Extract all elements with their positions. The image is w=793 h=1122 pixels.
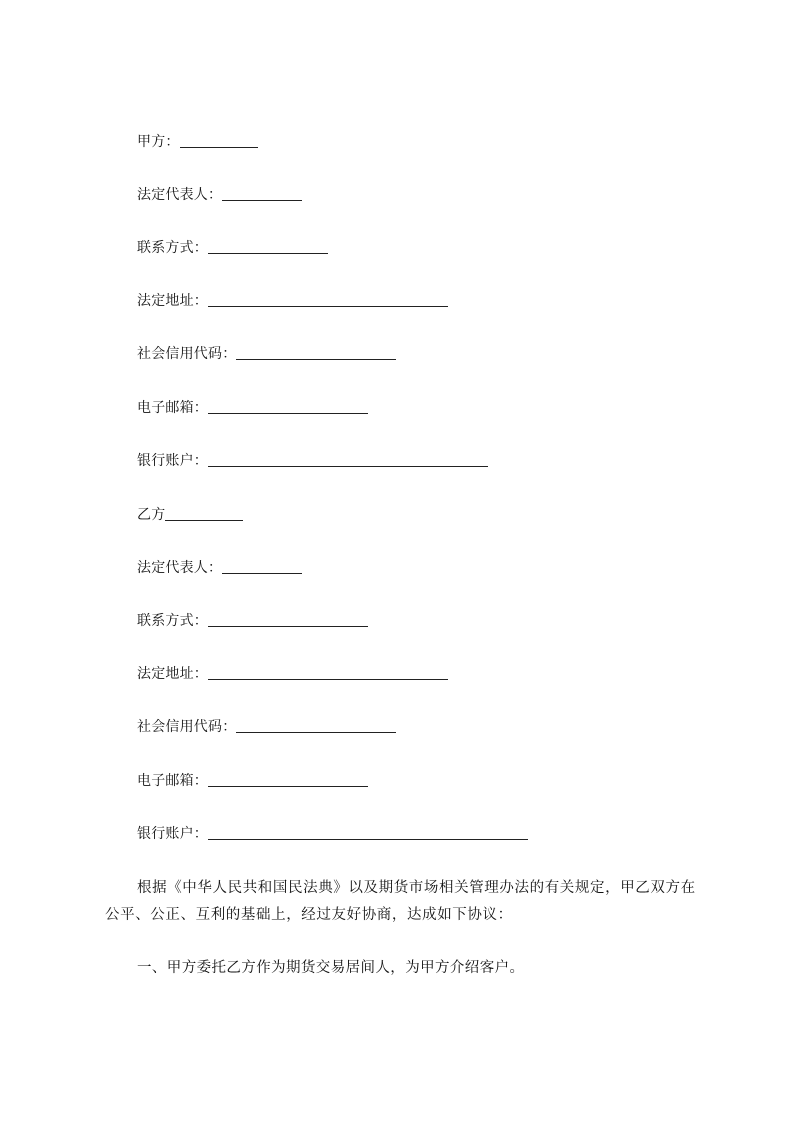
party-a-credit-code-label: 社会信用代码： [137,346,237,362]
party-b-contact-field[interactable] [137,610,368,630]
party-a-name-field[interactable] [137,131,258,151]
party-b-rep-field[interactable] [137,557,302,577]
party-b-name-field[interactable] [137,504,243,524]
party-a-email-blank[interactable] [208,412,368,414]
party-a-rep-label: 法定代表人： [137,187,223,203]
party-b-email-label: 电子邮箱： [137,773,208,789]
party-a-email-field[interactable] [137,397,368,417]
party-b-contact-blank[interactable] [208,625,368,627]
party-a-address-blank[interactable] [208,305,448,307]
party-b-address-field[interactable] [137,663,448,683]
party-a-contact-label: 联系方式： [137,240,208,256]
party-b-name-label: 乙方 [137,507,166,523]
party-b-bank-label: 银行账户： [137,826,208,842]
party-b-address-label: 法定地址： [137,666,208,682]
party-b-email-blank[interactable] [208,785,368,787]
party-a-rep-field[interactable] [137,184,302,204]
party-b-contact-label: 联系方式： [137,613,208,629]
clause-1: 一、甲方委托乙方作为期货交易居间人，为甲方介绍客户。 [137,960,525,976]
intro-paragraph [105,875,705,929]
party-b-credit-code-blank[interactable] [236,731,396,733]
party-a-rep-blank[interactable] [222,199,302,201]
party-a-credit-code-blank[interactable] [236,358,396,360]
intro-paragraph-text: 根据《中华人民共和国民法典》以及期货市场相关管理办法的有关规定，甲乙双方在公平、公正、互利的基础上，经过友好协商，达成如下协议： [105,880,696,923]
party-b-name-blank[interactable] [165,519,243,521]
party-b-bank-blank[interactable] [208,838,528,840]
party-a-bank-blank[interactable] [208,465,488,467]
party-b-rep-label: 法定代表人： [137,560,223,576]
party-a-name-blank[interactable] [180,146,258,148]
party-a-contact-blank[interactable] [208,252,328,254]
party-b-credit-code-label: 社会信用代码： [137,719,237,735]
party-a-credit-code-field[interactable] [137,343,396,363]
party-b-address-blank[interactable] [208,678,448,680]
party-a-bank-field[interactable] [137,450,488,470]
party-a-address-label: 法定地址： [137,293,208,309]
party-b-bank-field[interactable] [137,823,528,843]
party-a-bank-label: 银行账户： [137,453,208,469]
party-b-rep-blank[interactable] [222,572,302,574]
party-b-credit-code-field[interactable] [137,716,396,736]
party-a-name-label: 甲方： [137,134,180,150]
party-a-email-label: 电子邮箱： [137,400,208,416]
party-a-contact-field[interactable] [137,237,328,257]
party-a-address-field[interactable] [137,290,448,310]
party-b-email-field[interactable] [137,770,368,790]
